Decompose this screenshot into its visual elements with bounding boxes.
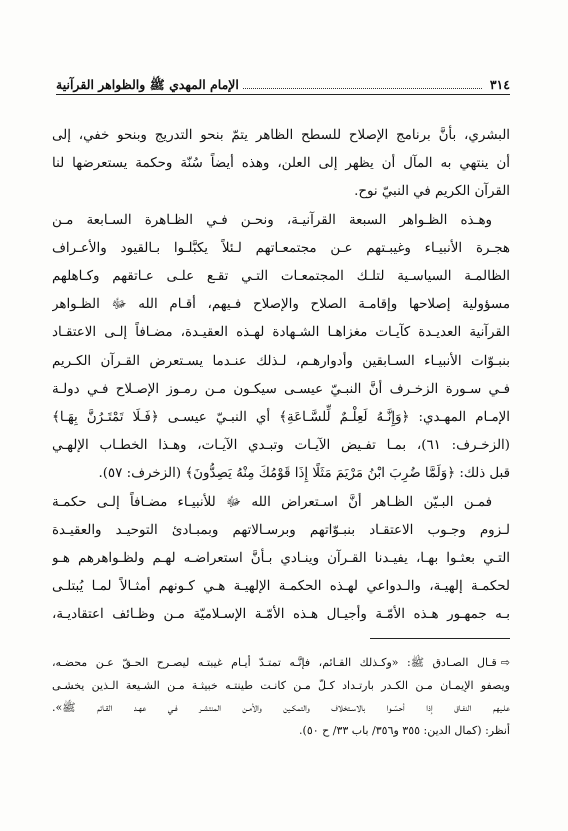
body-line: هجـرة الأنبيـاء وغيبـتهم عـن مجتمعـاتهم لـئلاً يكبَّلـوا بـالقيود والأعـراف <box>52 240 510 256</box>
footnote-separator <box>370 638 510 639</box>
page-number: ٣١٤ <box>489 77 510 92</box>
footnote <box>52 652 510 742</box>
body-line: أن ينتهي به المآل أن يظهر إلى العلن، وهذه أيضاً سُنّة وحكمة يستعرضها لنا <box>52 156 510 172</box>
body-line: لـزوم وجـوب الاعتقـاد بنبـوّاتهم وبرسـالاتهم وبمبـادئ التوحيـد والعقيـدة <box>52 522 510 538</box>
main-text <box>52 122 510 630</box>
header-dots <box>243 87 482 89</box>
body-line: فـي سـورة الزخـرف أنَّ النبـيّ عيسـى سيكـون مـن رمـوز الإصـلاح فـي دولـة <box>52 381 510 397</box>
body-line: التـي بعثـوا بهـا، يفيـدنا القـرآن وينـادي بـأنَّ استعراضـه لهـم ولظـواهرهم هـو <box>52 551 510 567</box>
running-header <box>56 70 510 95</box>
body-line: فمـن البـيّن الظـاهر أنَّ اسـتعراض الله ﷻ للأنبيـاء مضـافاً إلـى حكمـة <box>52 494 492 510</box>
body-line: بـه جمهـور هـذه الأمّـة وأجيـال هـذه الأمّـة الإسـلاميّة مـن وظـائف اعتقاديـة، <box>52 607 510 623</box>
footnote-line: علـيهم النفـاق إذا أحسّـوا بالاسـتخلاف والتمكـين والأمـن المنتشـر فـي عهـد القـائم ﷺ». <box>52 701 510 714</box>
body-line: وهـذه الظـواهر السبعة القرآنيـة، ونحـن فـي الظـاهرة السـابعة مـن <box>52 212 492 228</box>
body-line: الإمـام المهـدي: ﴿وَإِنَّـهُ لَعِلْـمٌ لِّلسَّـاعَةِ﴾ أي النبـيّ عيسـى ﴿فَـلَا تَمْتَـرُنَّ بِهَـا﴾ <box>52 410 510 426</box>
body-line: قبل ذلك: ﴿وَلَمَّا ضُرِبَ ابْنُ مَرْيَمَ مَثَلًا إِذَا قَوْمُكَ مِنْهُ يَصِدُّونَ﴾ (الزخرف: ٥٧). <box>98 466 510 482</box>
body-line: الظالمـة السياسـية لتلـك المجتمعـات التـي تقـع علـى عـاتقهم وكـاهلهم <box>52 269 510 285</box>
body-line: القرآن الكريم في النبيّ نوح. <box>354 184 510 200</box>
footnote-line: أنظر: (كمال الدين: ٣٥٥ و٣٥٦/ باب ٣٣/ ح ٥٠). <box>299 723 510 737</box>
footnote-line: ويصفو الإيمـان مـن الكـدر بارتـداد كـلّ مـن كانـت طينتـه خبيثـة مـن الشـيعة الـذين يخشـى <box>52 678 510 692</box>
running-title: الإمام المهدي ﷺ والظواهر القرآنية <box>56 77 239 92</box>
body-line: بنبـوّات الأنبيـاء السـابقين وأدوارهـم، لـذلك عنـدما يسـتعرض القـرآن الكـريم <box>52 353 510 369</box>
body-line: لحكمـة إلهيـة، والـدواعي لهـذه الحكمـة الإلهيـة هـي كـونهم أمثـالاً لمـا يُبتلـى <box>52 579 510 595</box>
arrow-right-icon: ⇨ <box>500 656 510 669</box>
body-line: البشري، بأنَّ برنامج الإصلاح للسطح الظاهر يتمّ بنحو التدريج وبنحو خفي، إلى <box>52 128 510 143</box>
body-line: القرآنية العديـدة كآيـات مغزاهـا الشـهادة لهـذه العقيـدة، مضـافاً إلـى الاعتقـاد <box>52 325 510 341</box>
body-line: (الزخـرف: ٦١)، بمـا تفـيض الآيـات وتبـدي الآيـات، وهـذا الخطـاب الإلهـي <box>52 438 510 454</box>
footnote-line: ⇨قـال الصـادق ﷺ: «وكـذلك القـائم، فإنَّـه تمتـدّ أيـام غيبتـه ليصـرح الحـقّ عـن محضـه، <box>52 656 510 669</box>
body-line: مسؤولية إصلاحها وإقامـة الصلاح والإصلاح فـيهم، أقـام الله ﷻ الظـواهر <box>52 297 510 313</box>
